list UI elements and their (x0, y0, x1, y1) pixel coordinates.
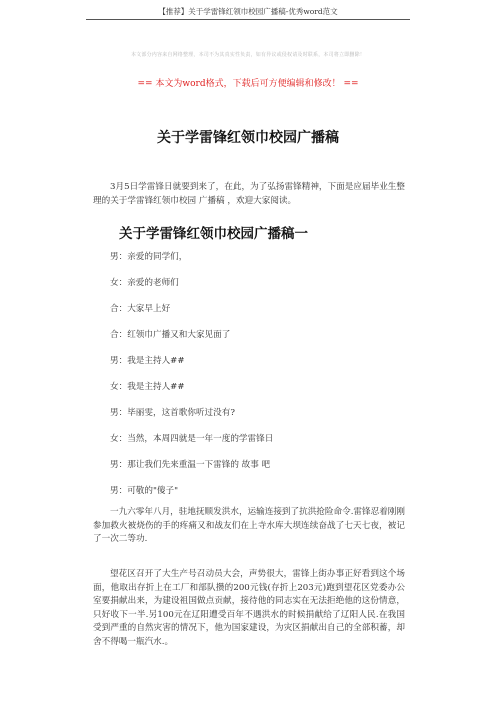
format-notice: == 本文为word格式，下载后可方便编辑和修改！ == (137, 79, 359, 89)
dialogue-line: 合：红领巾广播又和大家见面了 (110, 330, 231, 340)
header-divider (86, 19, 410, 20)
story-paragraph: 望花区召开了大生产号召动员大会，声势很大，雷锋上街办事正好看到这个场面，他取出存折上在工厂和部队攒的200元钱(存折上203元)跑到望花区党委办公室要捐献出来，为建设祖国做点贡献，接待他的同志实在无法拒绝他的这份情意，只好收下一半.另100元在辽阳遭受百年不遇洪水的时候捐献给了辽阳人民.在我国受到严重的自然灾害的情况下，他为国家建设，为灾区捐献出自己的全部积蓄，却舍不得喝一瓶汽水.。 (93, 569, 405, 647)
story-paragraph: 一九六零年八月，驻地抚顺发洪水，运输连接到了抗洪抢险命令.雷锋忍着刚刚参加救火被烧伤的手的疼痛又和战友们在上寺水库大坝连续奋战了七天七夜，被记了一次二等功. (93, 507, 405, 544)
dialogue-line: 女：亲爱的老师们 (110, 278, 179, 288)
dialogue-line: 男：可敬的"傻子" (110, 486, 179, 496)
dialogue-line: 女：我是主持人## (110, 382, 185, 392)
section-heading: 关于学雷锋红领巾校园广播稿一 (119, 226, 308, 242)
document-title: 关于学雷锋红领巾校园广播稿 (157, 130, 339, 146)
dialogue-line: 男：我是主持人## (110, 356, 185, 366)
dialogue-line: 男：亲爱的同学们， (110, 252, 188, 262)
dialogue-line: 合：大家早上好 (110, 304, 171, 314)
intro-paragraph: 3月5日学雷锋日就要到来了，在此，为了弘扬雷锋精神，下面是应届毕业生整理的关于学雷锋红领巾校园 广播稿 ，欢迎大家阅读。 (93, 182, 405, 206)
dialogue-line: 女：当然，本周四就是一年一度的学雷锋日 (110, 434, 274, 444)
disclaimer-text: 本文部分内容来自网络整理，本司不为其真实性负责，如有异议或侵权请及时联系，本司将立即删除！ (130, 52, 365, 58)
dialogue-line: 男：那让我们先来重温一下雷锋的 故事 吧 (110, 460, 271, 470)
page-header: 【推荐】关于学雷锋红领巾校园广播稿-优秀word范文 (158, 7, 338, 16)
dialogue-line: 男：毕丽雯，这首歌你听过没有? (110, 408, 235, 418)
